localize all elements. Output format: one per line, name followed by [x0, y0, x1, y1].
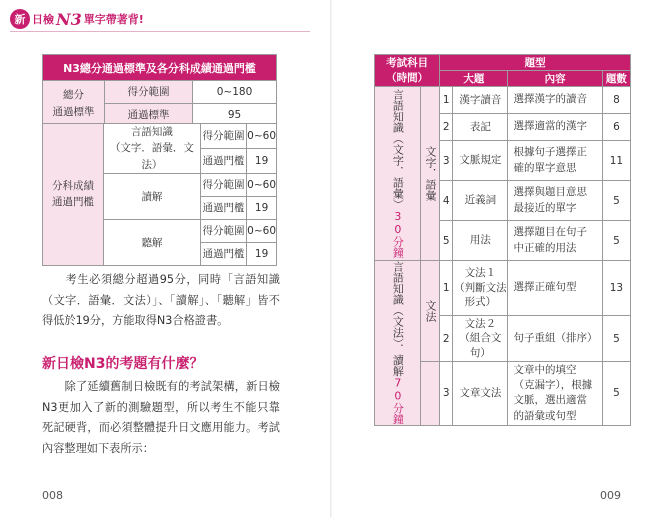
subject-range-label: 得分範圍 — [200, 219, 246, 242]
sub-category-cell — [421, 261, 440, 362]
pass-criteria-table — [42, 54, 277, 127]
subject-threshold: 19 — [247, 148, 277, 173]
question-count: 6 — [602, 114, 630, 141]
question-content: 句子重組（排序） — [508, 316, 602, 362]
subject-range: 0~60 — [247, 124, 277, 149]
subject-threshold-label: 通過門檻 — [200, 196, 246, 219]
subject-threshold: 19 — [247, 242, 277, 265]
question-count: 5 — [602, 316, 630, 362]
subject-range: 0~60 — [247, 219, 277, 242]
question-content: 選擇適當的漢字 — [508, 114, 602, 141]
question-content: 根據句子選擇正確的單字意思 — [508, 141, 602, 181]
pass-label: 通過標準 — [105, 104, 193, 127]
subject-cell — [375, 261, 421, 426]
question-type: 漢字讀音 — [453, 87, 508, 114]
sub-category-cell — [421, 87, 440, 261]
question-type: 文脈規定 — [453, 141, 508, 181]
score-range-value: 0~180 — [193, 81, 277, 104]
question-no: 3 — [440, 141, 453, 181]
question-type: 表記 — [453, 114, 508, 141]
header-content: 內容 — [508, 71, 602, 87]
subject-name: 言語知識（文法）．讀解 — [391, 261, 405, 377]
subject-threshold-table — [42, 123, 277, 266]
subject-time: 30分鐘 — [391, 210, 405, 258]
header-count: 題數 — [602, 71, 630, 87]
book-header — [10, 8, 144, 30]
logo-n3: N3 — [56, 9, 82, 29]
page-number-right: 009 — [600, 489, 621, 502]
subject-cell — [375, 87, 421, 261]
subject-threshold-label: 通過門檻 — [200, 148, 246, 173]
pass-value: 95 — [193, 104, 277, 127]
page-number-left: 008 — [42, 489, 63, 502]
logo-brand: 日檢 — [32, 13, 54, 26]
question-type: 文法２ （組合文句） — [453, 316, 508, 362]
question-content: 選擇漢字的讀音 — [508, 87, 602, 114]
pass-explanation: 考生必須總分超過95分，同時「言語知識（文字．語彙．文法）」、「讀解」、「聽解」皆不得低於19分，方能取得N3合格證書。 — [42, 273, 280, 327]
subject-range-label: 得分範圍 — [200, 173, 246, 196]
question-no: 2 — [440, 316, 453, 362]
subject-time: 70分鐘 — [391, 376, 405, 425]
question-content: 文章中的填空（克漏字），根據文脈，選出適當的語彙或句型 — [508, 362, 602, 425]
question-type: 文章文法 — [453, 362, 508, 425]
question-no: 1 — [440, 87, 453, 114]
table-caption: N3總分通過標準及各分科成績通過門檻 — [43, 55, 277, 81]
score-range-label: 得分範圍 — [105, 81, 193, 104]
question-type: 近義詞 — [453, 181, 508, 221]
subject-name: 聽解 — [104, 219, 201, 265]
header-major: 大題 — [440, 71, 508, 87]
question-no: 2 — [440, 114, 453, 141]
question-count: 8 — [602, 87, 630, 114]
question-no: 1 — [440, 261, 453, 316]
logo-badge: 新 — [10, 9, 30, 29]
subject-range: 0~60 — [247, 173, 277, 196]
sub-category-cell — [421, 362, 440, 425]
question-count: 13 — [602, 261, 630, 316]
question-no: 4 — [440, 181, 453, 221]
question-content: 選擇與題目意思最接近的單字 — [508, 181, 602, 221]
header-subject: 考試科目 （時間） — [375, 55, 440, 87]
subject-threshold-label: 通過門檻 — [200, 242, 246, 265]
question-type: 文法１ （判斷文法 形式） — [453, 261, 508, 316]
subject-name: 言語知識 （文字．語彙．文法） — [104, 124, 201, 174]
exam-structure-table — [374, 54, 631, 426]
question-type: 用法 — [453, 221, 508, 261]
section-title: 新日檢N3的考題有什麼？ — [42, 356, 204, 372]
book-gutter — [330, 0, 332, 517]
question-count: 5 — [602, 181, 630, 221]
question-content: 選擇題目在句子中正確的用法 — [508, 221, 602, 261]
question-content: 選擇正確句型 — [508, 261, 602, 316]
subject-range-label: 得分範圍 — [200, 124, 246, 149]
sub-category: 文字．語彙 — [423, 146, 437, 201]
header-divider — [10, 31, 310, 32]
question-count: 11 — [602, 141, 630, 181]
question-no: 5 — [440, 221, 453, 261]
subject-name: 讀解 — [104, 173, 201, 219]
total-pass-label: 總分 通過標準 — [43, 81, 105, 127]
question-count: 5 — [602, 362, 630, 425]
subject-name: 言語知識（文字．語彙） — [391, 89, 405, 210]
sub-category: 文法 — [423, 300, 437, 323]
logo-tagline: 單字帶著背! — [83, 13, 144, 26]
subject-threshold: 19 — [247, 196, 277, 219]
subject-threshold-label: 分科成績 通過門檻 — [43, 124, 104, 266]
exam-intro: 除了延續舊制日檢既有的考試架構，新日檢N3更加入了新的測驗題型，所以考生不能只靠死記硬背，而必須整體提升日文應用能力。考試內容整理如下表所示： — [42, 380, 280, 455]
question-count: 5 — [602, 221, 630, 261]
header-type: 題型 — [440, 55, 631, 71]
question-no: 3 — [440, 362, 453, 425]
